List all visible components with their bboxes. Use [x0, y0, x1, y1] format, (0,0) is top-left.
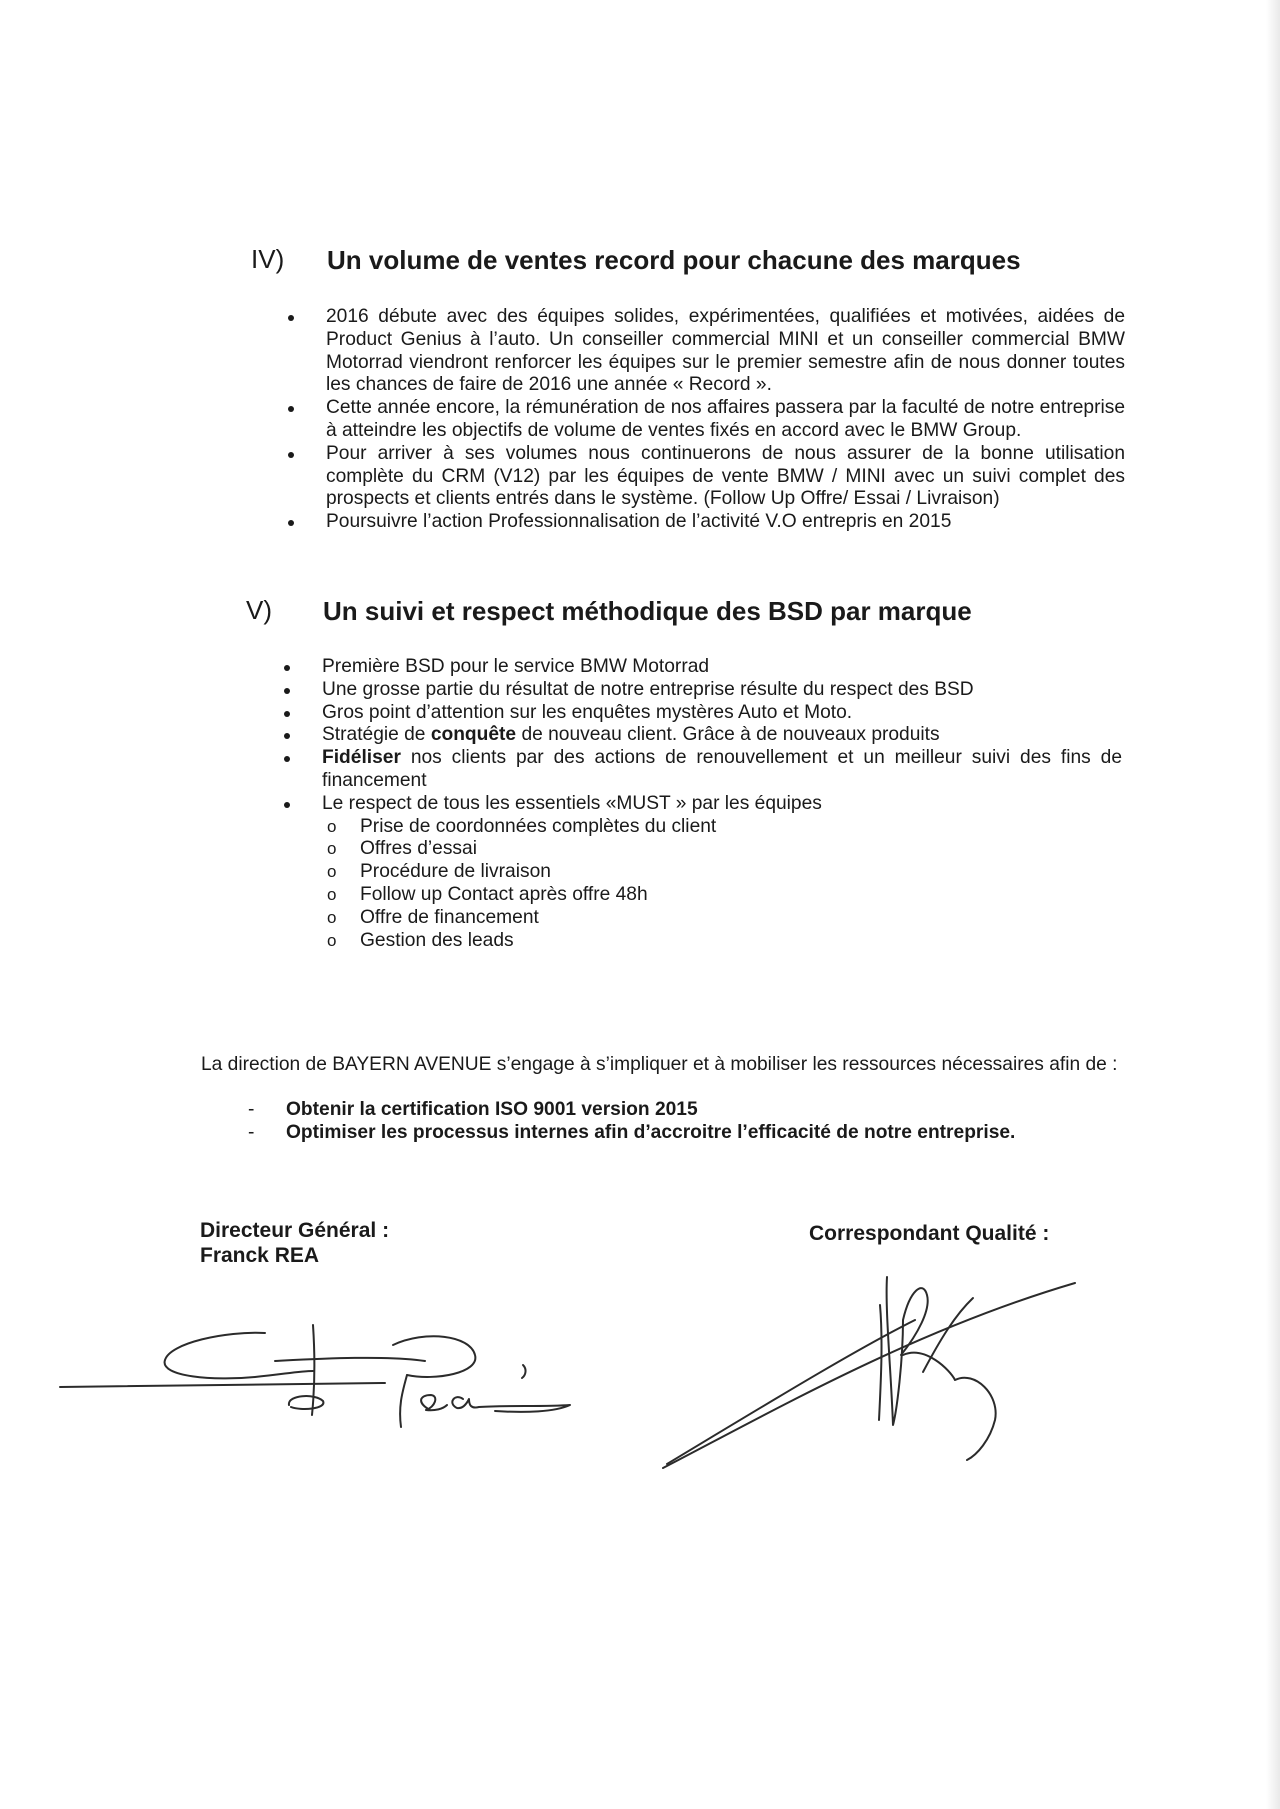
list-item [284, 656, 1122, 679]
bullet-text: 2016 débute avec des équipes solides, expérimentées, qualifiées et motivées, aidées de Product Genius à l’auto. Un conseiller commercial MINI et un conseiller commercial BMW Motorrad viendront renforcer les équipes sur le premier semestre afin de nous donner toutes les chances de faire de 2016 une année « Record ». [326, 306, 1125, 396]
bullet-text-suffix: nos clients par des actions de renouvellement et un meilleur suivi des fins de financement [322, 747, 1122, 791]
sublist-item [327, 861, 1122, 884]
sublist-item-text: Follow up Contact après offre 48h [360, 883, 648, 905]
bullet-icon [284, 688, 290, 694]
circle-bullet-icon: o [327, 907, 337, 927]
dash-marker: - [248, 1122, 255, 1143]
signatory-left-name: Franck REA [200, 1244, 320, 1267]
bullet-icon [288, 315, 294, 321]
bullet-text: Pour arriver à ses volumes nous continuerons de nous assurer de la bonne utilisation complète du CRM (V12) par les équipes de vente BMW / MINI avec un suivi complet des prospects et clients entrés dans le système. (Follow Up Offre/ Essai / Livraison) [326, 442, 1125, 510]
objective-item [248, 1098, 1106, 1121]
circle-bullet-icon: o [327, 816, 337, 836]
commitment-intro: La direction de BAYERN AVENUE s’engage à s’impliquer et à mobiliser les ressources nécessaires afin de : [201, 1054, 1118, 1075]
page-edge-shadow [1266, 0, 1280, 1809]
bullet-text: Première BSD pour le service BMW Motorrad [322, 656, 710, 677]
director-signature [55, 1315, 585, 1435]
circle-bullet-icon: o [327, 884, 337, 904]
list-item [284, 724, 1122, 747]
signatory-left-role: Directeur Général : [200, 1219, 390, 1242]
sublist-item-text: Gestion des leads [360, 929, 514, 951]
objective-text: Optimiser les processus internes afin d’accroitre l’efficacité de notre entreprise. [286, 1122, 1016, 1143]
bullet-text-emphasis: conquête [430, 724, 517, 746]
sublist-item [327, 815, 1122, 839]
circle-bullet-icon: o [327, 930, 337, 950]
bullet-text-prefix: Stratégie de [322, 724, 431, 746]
list-item [288, 443, 1125, 511]
list-item [284, 702, 1122, 725]
signatory-right-role: Correspondant Qualité : [809, 1222, 1050, 1245]
list-item [284, 679, 1122, 702]
section-5-title: Un suivi et respect méthodique des BSD par marque [323, 596, 972, 626]
bullet-icon [284, 711, 290, 717]
bullet-icon [288, 452, 294, 458]
sublist-item [327, 906, 1122, 930]
list-item [284, 793, 1122, 953]
list-item [288, 306, 1125, 397]
bullet-text: Poursuivre l’action Professionnalisation de l’activité V.O entrepris en 2015 [326, 511, 952, 533]
must-sublist [327, 815, 1122, 953]
bullet-icon [288, 406, 294, 412]
bullet-text-emphasis: Fidéliser [322, 747, 401, 769]
circle-bullet-icon: o [327, 839, 337, 859]
section-4-title: Un volume de ventes record pour chacune des marques [327, 245, 1021, 275]
objective-text: Obtenir la certification ISO 9001 version 2015 [286, 1099, 698, 1120]
sublist-item [327, 883, 1122, 907]
bullet-icon [284, 733, 290, 739]
list-item [288, 511, 1125, 534]
dash-marker: - [248, 1099, 255, 1120]
section-5-bullet-list [284, 656, 1122, 952]
bullet-text: Gros point d’attention sur les enquêtes mystères Auto et Moto. [322, 701, 853, 723]
bullet-text: Cette année encore, la rémunération de nos affaires passera par la faculté de notre entreprise à atteindre les objectifs de volume de ventes fixés en accord avec le BMW Group. [326, 397, 1125, 441]
circle-bullet-icon: o [327, 862, 337, 882]
commitment-objectives [248, 1098, 1106, 1144]
section-4-bullet-list [288, 306, 1125, 534]
objective-item [248, 1121, 1106, 1144]
bullet-icon [288, 520, 294, 526]
sublist-item [327, 838, 1122, 861]
bullet-text: Une grosse partie du résultat de notre entreprise résulte du respect des BSD [322, 678, 974, 700]
list-item [284, 747, 1122, 793]
sublist-item-text: Offres d’essai [360, 838, 477, 860]
section-5-number: V) [246, 595, 272, 625]
bullet-text-suffix: de nouveau client. Grâce à de nouveaux produits [516, 724, 940, 746]
bullet-text: Le respect de tous les essentiels «MUST » par les équipes [322, 792, 822, 814]
section-4-number: IV) [251, 244, 285, 274]
bullet-icon [284, 756, 290, 762]
sublist-item-text: Prise de coordonnées complètes du client [360, 815, 717, 837]
sublist-item [327, 929, 1122, 953]
list-item [288, 397, 1125, 443]
sublist-item-text: Procédure de livraison [360, 861, 551, 883]
quality-correspondent-signature [655, 1250, 1085, 1475]
sublist-item-text: Offre de financement [360, 906, 539, 928]
bullet-icon [284, 665, 290, 671]
bullet-icon [284, 802, 290, 808]
